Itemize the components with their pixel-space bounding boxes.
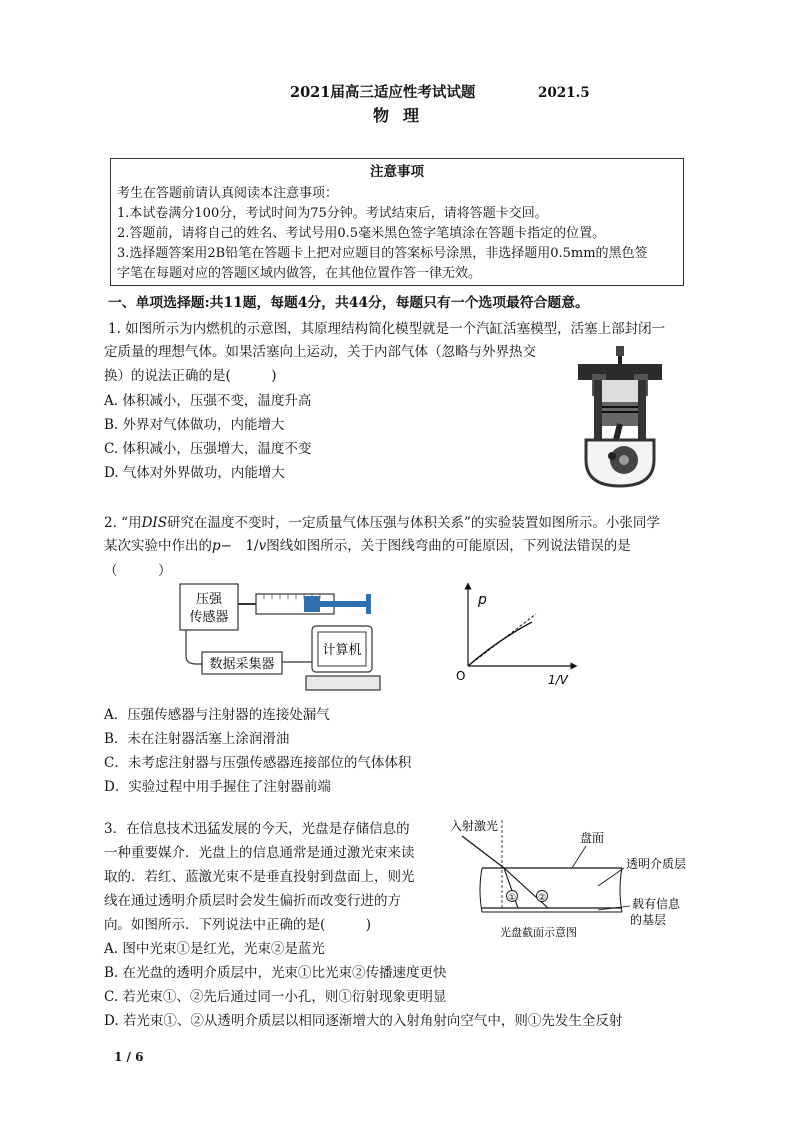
q3-option-a: A. 图中光束①是红光，光束②是蓝光 [104, 941, 325, 957]
q3-option-c: C. 若光束①、②先后通过同一小孔，则①衍射现象更明显 [104, 989, 447, 1005]
q3-stem: 向。如图所示．下列说法中正确的是( ) [104, 917, 372, 933]
q3-stem: 3．在信息技术迅猛发展的今天，光盘是存储信息的 [104, 821, 410, 837]
y-axis-label: p [478, 592, 487, 608]
surface-label: 盘面 [580, 831, 605, 845]
base-label: 载有信息 [632, 897, 681, 911]
q2-stem-part: − 1/ [220, 538, 259, 554]
q3-stem: 线在通过透明介质层时会发生偏折而改变行进的方 [104, 893, 401, 909]
sensor-label: 传感器 [189, 610, 229, 625]
exam-date: 2021.5 [538, 85, 590, 101]
base-label: 的基层 [630, 913, 667, 927]
sensor-label: 压强 [195, 592, 223, 607]
q2-option-b: B．未在注射器活塞上涂润滑油 [104, 731, 290, 747]
q1-option-a: A. 体积减小，压强不变，温度升高 [104, 393, 312, 409]
q1-option-c: C. 体积减小，压强增大，温度不变 [104, 441, 312, 457]
q2-stem [104, 512, 660, 534]
page-number: 1 / 6 [114, 1050, 144, 1064]
q2-option-d: D．实验过程中用手握住了注射器前端 [104, 779, 331, 795]
figure-caption: 光盘截面示意图 [500, 926, 577, 939]
origin-label: O [456, 669, 466, 683]
q1-stem: 换）的说法正确的是( ) [104, 368, 277, 384]
computer-label: 计算机 [322, 643, 362, 658]
section-heading: 一、单项选择题:共11题，每题4分，共44分，每题只有一个选项最符合题意。 [108, 295, 589, 311]
q2-stem-v: v [258, 538, 267, 554]
beam-2-label: ② [537, 893, 547, 903]
subject-title: 物理 [373, 106, 434, 125]
q2-stem-part: 研究在温度不变时，一定质量气体压强与体积关系”的实验装置如图所示。小张同学 [166, 515, 660, 531]
q2-stem-p: p [212, 538, 221, 554]
notice-line: 3.选择题答案用2B铅笔在答题卡上把对应题目的答案标号涂黑，非选择题用0.5mm的黑色签 [117, 246, 648, 261]
q1-option-d: D. 气体对外界做功，内能增大 [104, 465, 285, 481]
q2-option-a: A．压强传感器与注射器的连接处漏气 [104, 707, 330, 723]
q1-stem: 1. 如图所示为内燃机的示意图，其原理结构简化模型就是一个汽缸活塞模型，活塞上部封闭一 [108, 321, 666, 337]
q2-stem-dis: DIS [141, 515, 167, 531]
data-curve [468, 622, 532, 666]
engine-diagram [572, 344, 668, 490]
q2-stem-part: 图线如图所示，关于图线弯曲的可能原因，下列说法错误的是 [266, 538, 631, 554]
q2-stem-part: 2. “用 [104, 515, 142, 531]
notice-line: 考生在答题前请认真阅读本注意事项： [117, 186, 339, 201]
q3-stem: 取的．若红、蓝激光束不是垂直投射到盘面上，则光 [104, 869, 415, 885]
q3-option-b: B. 在光盘的透明介质层中，光束①比光束②传播速度更快 [104, 965, 447, 981]
apparatus-diagram [176, 582, 384, 694]
q3-stem: 一种重要媒介．光盘上的信息通常是通过激光束来读 [104, 845, 415, 861]
exam-title: 2021届高三适应性考试试题 [290, 84, 476, 101]
notice-line: 2.答题前，请将自己的姓名、考试号用0.5毫米黑色签字笔填涂在答题卡指定的位置。 [117, 226, 606, 241]
q1-option-b: B. 外界对气体做功，内能增大 [104, 417, 285, 433]
notice-line: 1.本试卷满分100分，考试时间为75分钟。考试结束后，请将答题卡交回。 [117, 206, 548, 221]
p-v-graph [452, 582, 582, 692]
x-axis-label: 1/V [548, 673, 568, 687]
q2-option-c: C．未考虑注射器与压强传感器连接部位的气体体积 [104, 755, 412, 771]
notice-heading: 注意事项 [370, 164, 424, 180]
q2-stem [104, 535, 631, 557]
beam-1-label: ① [507, 893, 517, 903]
collector-label: 数据采集器 [209, 657, 275, 672]
disc-cross-section [448, 812, 688, 946]
notice-line: 字笔在每题对应的答题区域内做答，在其他位置作答一律无效。 [117, 266, 482, 281]
q2-stem-part: 某次实验中作出的 [104, 538, 212, 554]
notice-box [110, 158, 684, 286]
q3-option-d: D. 若光束①、②从透明介质层以相同逐渐增大的入射角射向空气中，则①先发生全反射 [104, 1013, 623, 1029]
incident-label: 入射激光 [450, 819, 499, 833]
q2-stem: （ ） [104, 563, 172, 579]
q1-stem: 定质量的理想气体。如果活塞向上运动，关于内部气体（忽略与外界热交 [104, 344, 536, 360]
layer-label: 透明介质层 [626, 857, 687, 871]
